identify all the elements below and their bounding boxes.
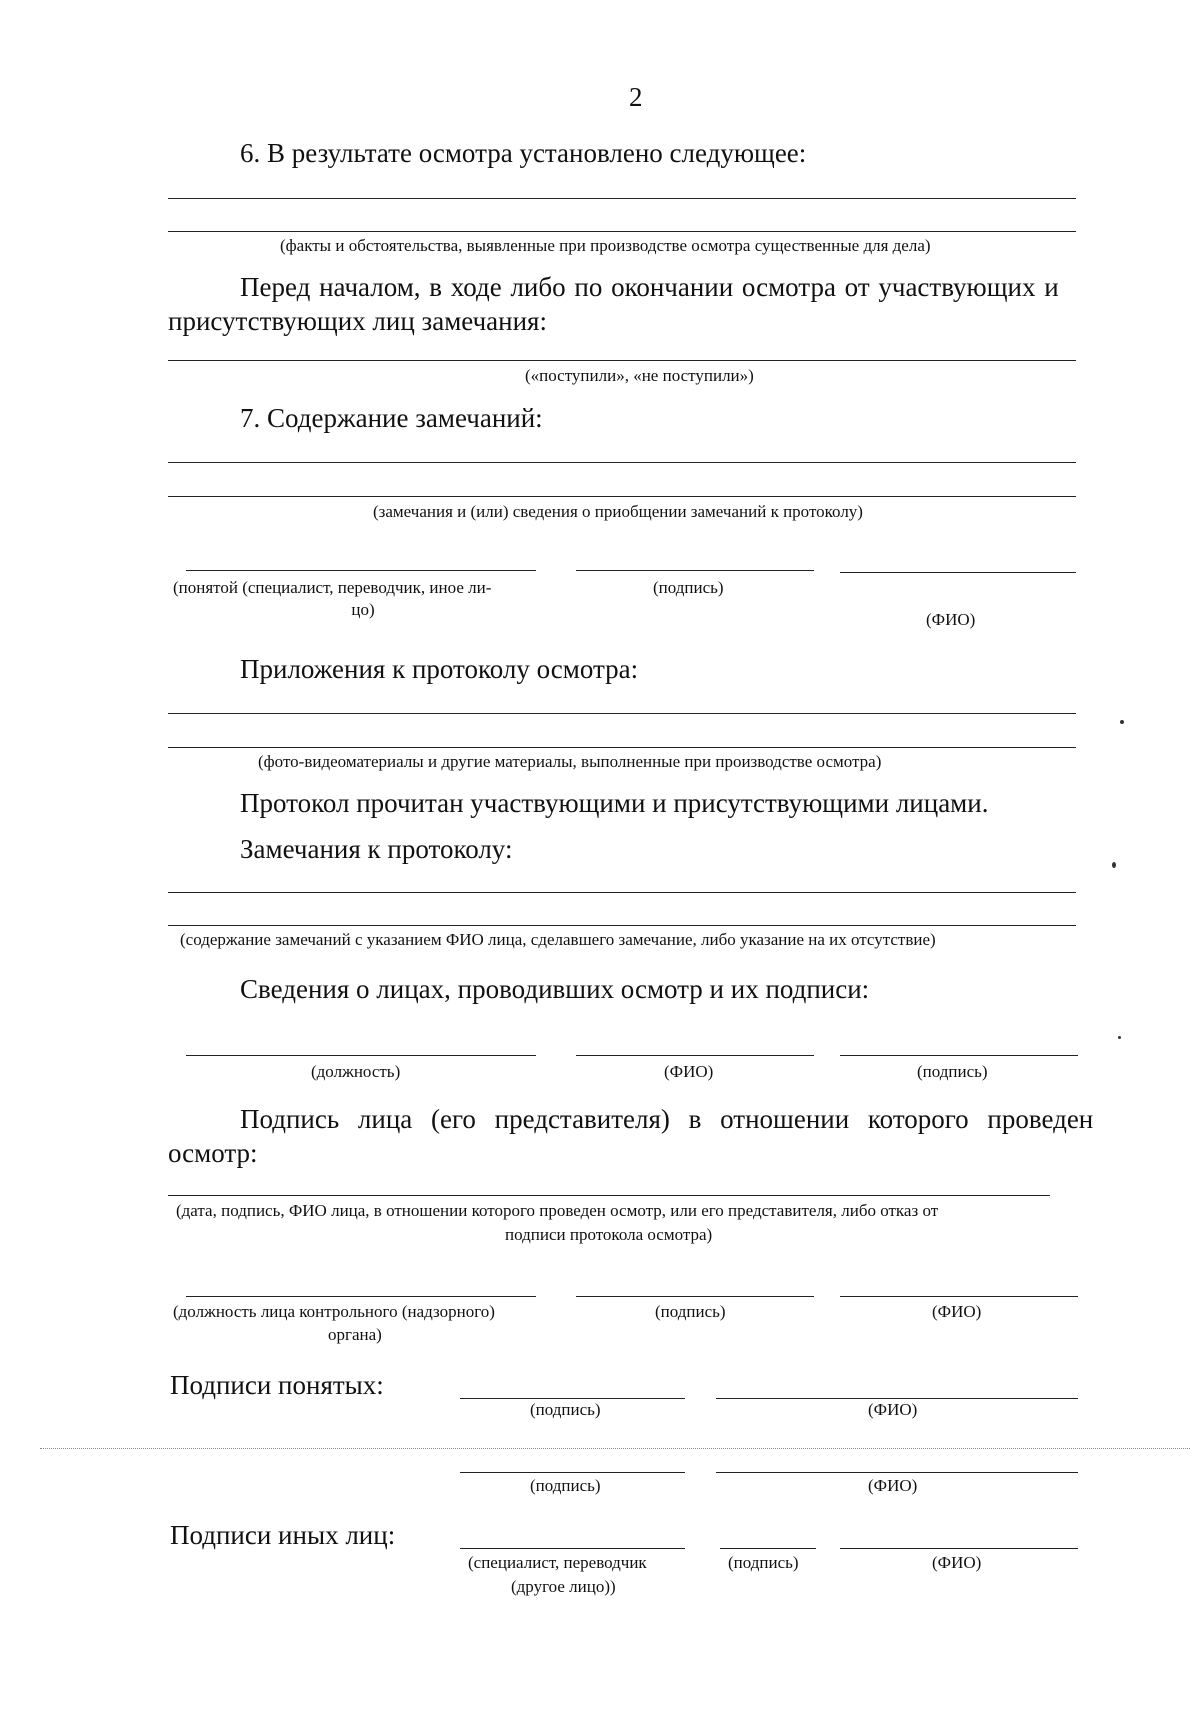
signature-line	[840, 1548, 1078, 1549]
fill-line	[168, 360, 1076, 361]
inspected-person-caption-line2: подписи протокола осмотра)	[505, 1225, 713, 1244]
section7-heading: 7. Содержание замечаний:	[240, 403, 543, 433]
witness2-fio-caption: (ФИО)	[868, 1476, 918, 1495]
fill-line	[168, 231, 1076, 232]
witness2-signature-caption: (подпись)	[530, 1476, 601, 1495]
official-signature-caption: (подпись)	[655, 1302, 726, 1321]
signature-line	[840, 1055, 1078, 1056]
fill-line	[168, 462, 1076, 463]
inspector-position-caption: (должность)	[311, 1062, 401, 1081]
attachments-caption: (фото-видеоматериалы и другие материалы, выполненные при производстве осмотра)	[258, 752, 882, 771]
official-fio-caption: (ФИО)	[932, 1302, 982, 1321]
inspected-person-caption-line1: (дата, подпись, ФИО лица, в отношении которого проведен осмотр, или его представителя, либо отказ от	[176, 1201, 939, 1220]
protocol-remarks-caption: (содержание замечаний с указанием ФИО лица, сделавшего замечание, либо указание на их отсутствие)	[180, 930, 936, 949]
signature-line	[840, 1296, 1078, 1297]
others-role-line1: (специалист, переводчик	[468, 1553, 647, 1572]
signature-line	[720, 1548, 816, 1549]
signature-line	[576, 1296, 814, 1297]
scan-speck	[1118, 1036, 1121, 1039]
witness-signature-caption: (подпись)	[653, 578, 724, 597]
protocol-read-text: Протокол прочитан участвующими и присутствующими лицами.	[240, 788, 989, 818]
page-number: 2	[629, 82, 643, 112]
others-role-line2: (другое лицо))	[511, 1577, 616, 1596]
fill-line	[168, 198, 1076, 199]
attachments-heading: Приложения к протоколу осмотра:	[240, 654, 639, 684]
official-position-line2: органа)	[328, 1325, 382, 1344]
witness-role-line2: цо)	[351, 600, 375, 619]
signature-line	[460, 1398, 685, 1399]
inspectors-heading: Сведения о лицах, проводивших осмотр и их подписи:	[240, 974, 870, 1004]
inspected-person-line2: осмотр:	[168, 1138, 258, 1168]
signature-line	[186, 1296, 536, 1297]
remarks-presence-line1: Перед началом, в ходе либо по окончании осмотра от участвующих и	[240, 272, 1059, 302]
fill-line	[168, 925, 1076, 926]
inspected-person-line1: Подпись лица (его представителя) в отношении которого проведен	[240, 1104, 1094, 1134]
protocol-remarks-heading: Замечания к протоколу:	[240, 834, 513, 864]
others-signature-caption: (подпись)	[728, 1553, 799, 1572]
signature-line	[576, 1055, 814, 1056]
signature-line	[460, 1472, 685, 1473]
witnesses-heading: Подписи понятых:	[170, 1370, 384, 1400]
scan-speck	[1112, 862, 1116, 868]
scan-speck	[1120, 720, 1124, 724]
official-position-line1: (должность лица контрольного (надзорного)	[173, 1302, 495, 1321]
remarks-presence-caption: («поступили», «не поступили»)	[525, 366, 754, 385]
fill-line	[168, 496, 1076, 497]
fill-line	[168, 713, 1076, 714]
signature-line	[460, 1548, 685, 1549]
others-fio-caption: (ФИО)	[932, 1553, 982, 1572]
signature-line	[186, 1055, 536, 1056]
others-heading: Подписи иных лиц:	[170, 1520, 396, 1550]
signature-line	[186, 570, 536, 571]
remarks-presence-line2: присутствующих лиц замечания:	[168, 306, 547, 336]
signature-line	[576, 570, 814, 571]
fill-line	[168, 892, 1076, 893]
witness1-signature-caption: (подпись)	[530, 1400, 601, 1419]
section6-caption: (факты и обстоятельства, выявленные при производстве осмотра существенные для дела)	[280, 236, 931, 255]
section6-heading: 6. В результате осмотра установлено следующее:	[240, 138, 807, 168]
fill-line	[168, 1195, 1050, 1196]
witness-role-line1: (понятой (специалист, переводчик, иное ли-	[173, 578, 492, 597]
witness1-fio-caption: (ФИО)	[868, 1400, 918, 1419]
signature-line	[716, 1472, 1078, 1473]
scan-noise	[40, 1448, 1190, 1449]
signature-line	[840, 572, 1076, 573]
inspector-fio-caption: (ФИО)	[664, 1062, 714, 1081]
witness-fio-caption: (ФИО)	[926, 610, 976, 629]
inspector-signature-caption: (подпись)	[917, 1062, 988, 1081]
section7-caption: (замечания и (или) сведения о приобщении замечаний к протоколу)	[373, 502, 863, 521]
signature-line	[716, 1398, 1078, 1399]
fill-line	[168, 747, 1076, 748]
